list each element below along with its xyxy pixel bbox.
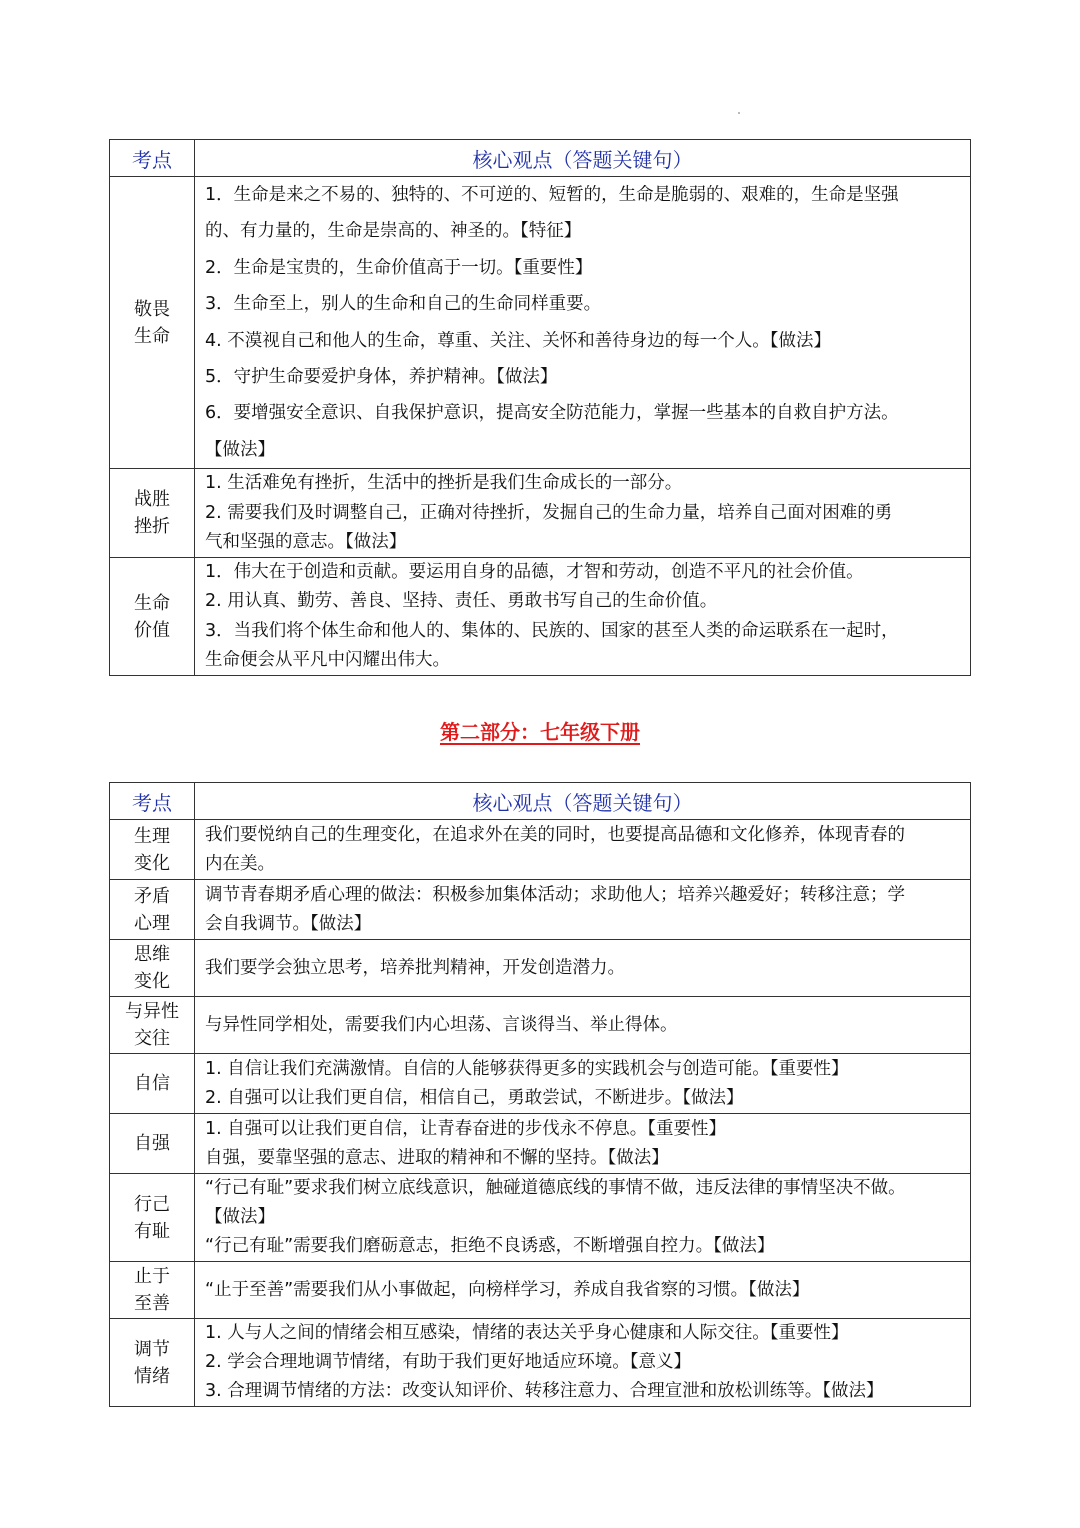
table-row: [110, 820, 971, 880]
row-content: 调节青春期矛盾心理的做法：积极参加集体活动；求助他人；培养兴趣爱好；转移注意；学 会自我调节。【做法】: [195, 880, 971, 940]
row-content: “行己有耻”要求我们树立底线意识，触碰道德底线的事情不做，违反法律的事情坚决不做。 【做法】 “行己有耻”需要我们磨砺意志，拒绝不良诱惑，不断增强自控力。【做法】: [195, 1174, 971, 1262]
table-row: [110, 1319, 971, 1407]
table-row: [110, 940, 971, 997]
table-row: [110, 1114, 971, 1174]
table-part1: [109, 139, 971, 676]
row-label: 自信: [110, 1054, 195, 1114]
table-header-row: [110, 783, 971, 820]
table-row: [110, 558, 971, 676]
row-label: 战胜 挫折: [110, 469, 195, 558]
table-row: [110, 177, 971, 469]
scan-speck: [738, 112, 740, 114]
table-row: [110, 1054, 971, 1114]
table-row: [110, 469, 971, 558]
row-label: 行己 有耻: [110, 1174, 195, 1262]
row-content: 我们要学会独立思考，培养批判精神，开发创造潜力。: [195, 940, 971, 997]
row-label: 生理 变化: [110, 820, 195, 880]
header-core-view: 核心观点（答题关键句）: [195, 783, 971, 820]
table-row: [110, 1262, 971, 1319]
row-label: 思维 变化: [110, 940, 195, 997]
row-content: “止于至善”需要我们从小事做起，向榜样学习，养成自我省察的习惯。【做法】: [195, 1262, 971, 1319]
row-label: 矛盾 心理: [110, 880, 195, 940]
row-content: 1. 自信让我们充满激情。自信的人能够获得更多的实践机会与创造可能。【重要性】 2. 自强可以让我们更自信，相信自己，勇敢尝试，不断进步。【做法】: [195, 1054, 971, 1114]
row-label: 止于 至善: [110, 1262, 195, 1319]
row-label: 与异性 交往: [110, 997, 195, 1054]
table-row: [110, 880, 971, 940]
row-content: 我们要悦纳自己的生理变化，在追求外在美的同时，也要提高品德和文化修养，体现青春的 内在美。: [195, 820, 971, 880]
header-core-view: 核心观点（答题关键句）: [195, 140, 971, 177]
header-kaodian: 考点: [110, 140, 195, 177]
row-content: 1．伟大在于创造和贡献。要运用自身的品德，才智和劳动，创造不平凡的社会价值。 2. 用认真、勤劳、善良、坚持、责任、勇敢书写自己的生命价值。 3．当我们将个体生命和他人的、集体的、民族的、国家的甚至人类的命运联系在一起时， 生命便会从平凡中闪耀出伟大。: [195, 558, 971, 676]
table-header-row: [110, 140, 971, 177]
table-row: [110, 1174, 971, 1262]
row-content: 1. 生活难免有挫折，生活中的挫折是我们生命成长的一部分。 2. 需要我们及时调整自己，正确对待挫折，发掘自己的生命力量，培养自己面对困难的勇 气和坚强的意志。【做法】: [195, 469, 971, 558]
row-content: 1．生命是来之不易的、独特的、不可逆的、短暂的，生命是脆弱的、艰难的，生命是坚强 的、有力量的，生命是崇高的、神圣的。【特征】 2．生命是宝贵的，生命价值高于一切。【重要性】 3．生命至上，别人的生命和自己的生命同样重要。 4. 不漠视自己和他人的生命，尊重、关注、关怀和善待身边的每一个人。【做法】 5．守护生命要爱护身体，养护精神。【做法】 6．要增强安全意识、自我保护意识，提高安全防范能力，掌握一些基本的自救自护方法。 【做法】: [195, 177, 971, 469]
row-label: 自强: [110, 1114, 195, 1174]
table-part2: [109, 782, 971, 1407]
row-label: 生命 价值: [110, 558, 195, 676]
row-content: 与异性同学相处，需要我们内心坦荡、言谈得当、举止得体。: [195, 997, 971, 1054]
table-row: [110, 997, 971, 1054]
section-heading: 第二部分：七年级下册: [440, 720, 640, 744]
row-content: 1. 人与人之间的情绪会相互感染，情绪的表达关乎身心健康和人际交往。【重要性】 2. 学会合理地调节情绪，有助于我们更好地适应环境。【意义】 3. 合理调节情绪的方法：改变认知评价、转移注意力、合理宣泄和放松训练等。【做法】: [195, 1319, 971, 1407]
row-label: 敬畏 生命: [110, 177, 195, 469]
row-label: 调节 情绪: [110, 1319, 195, 1407]
header-kaodian: 考点: [110, 783, 195, 820]
row-content: 1. 自强可以让我们更自信，让青春奋进的步伐永不停息。【重要性】 自强，要靠坚强的意志、进取的精神和不懈的坚持。【做法】: [195, 1114, 971, 1174]
